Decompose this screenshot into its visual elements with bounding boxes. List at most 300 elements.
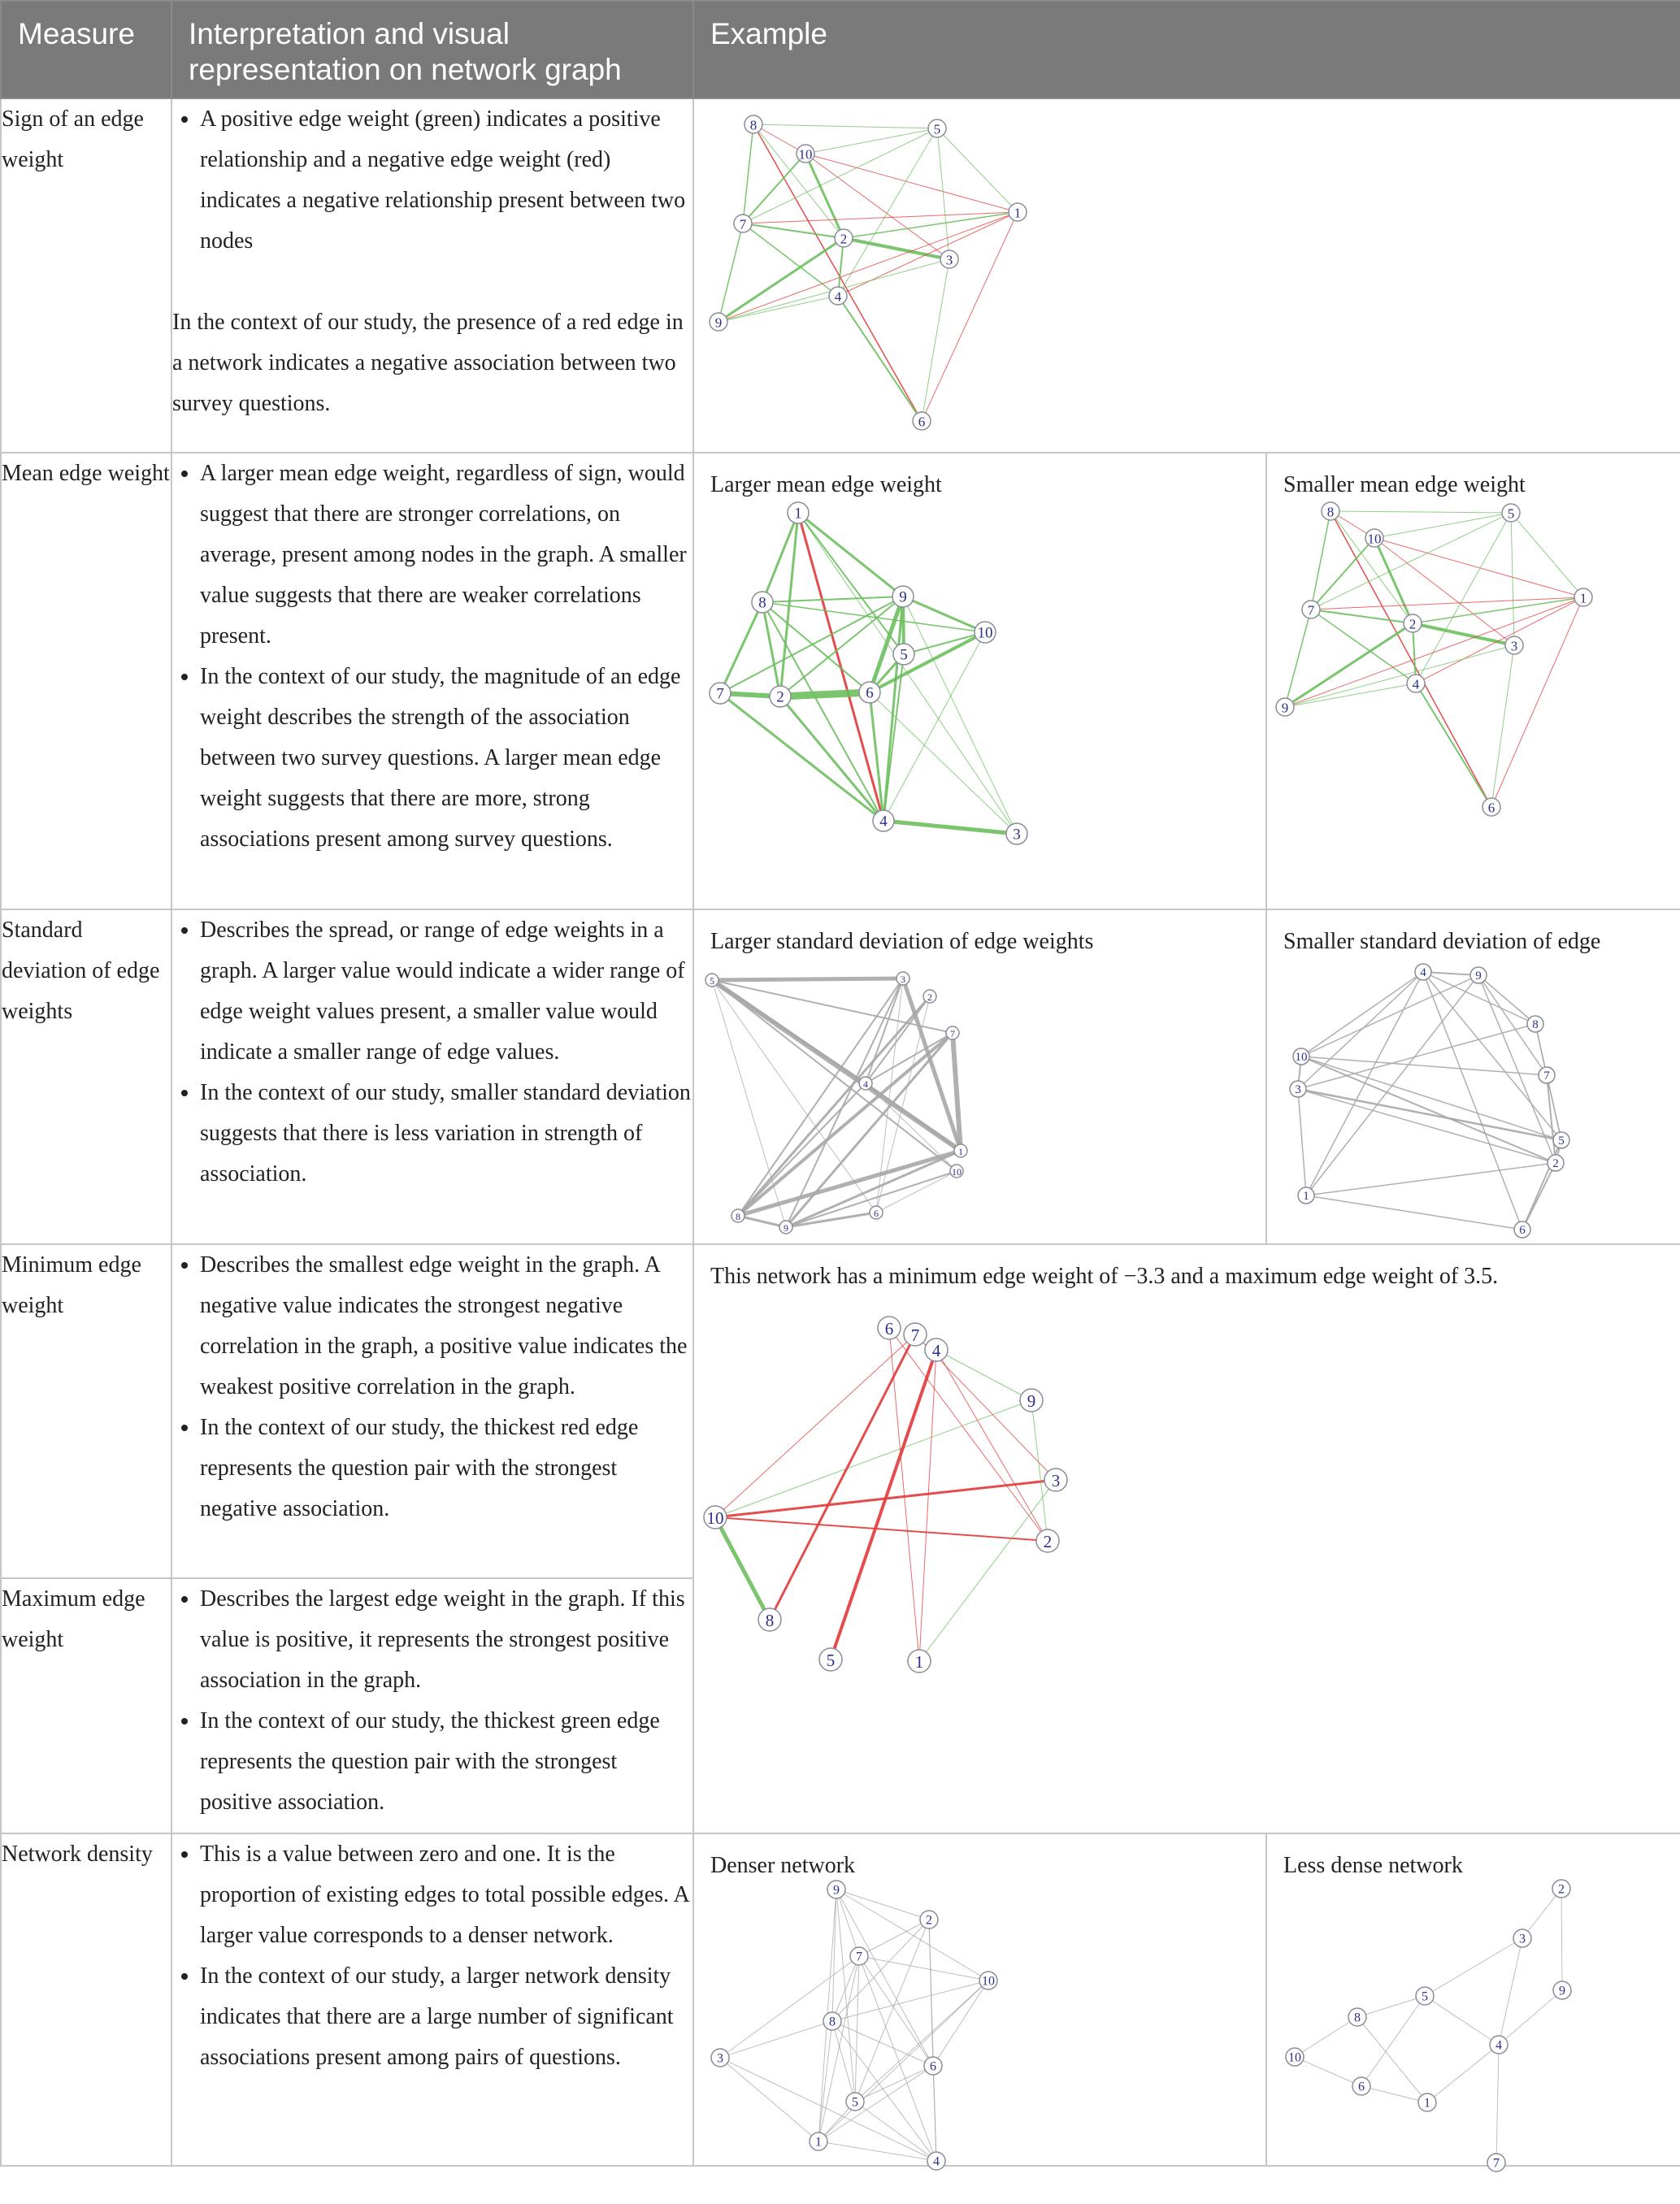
network-edge — [743, 154, 805, 223]
network-edge — [720, 602, 762, 693]
node-label: 7 — [1493, 2156, 1500, 2171]
row-mean — [1, 453, 1680, 909]
network-node — [1365, 529, 1383, 547]
network-edge — [762, 602, 780, 696]
network-node — [788, 502, 809, 523]
network-edge — [786, 1213, 876, 1227]
node-label: 1 — [1579, 590, 1587, 606]
measure-max: Maximum edge weight — [1, 1578, 171, 1833]
header-measure: Measure — [1, 1, 171, 98]
network-node — [1298, 1187, 1314, 1204]
header-example: Example — [693, 1, 1680, 98]
network-node — [1302, 601, 1320, 618]
network-edge — [1306, 1195, 1522, 1230]
network-edge — [838, 128, 937, 296]
network-node — [810, 2132, 827, 2150]
example-mean-small — [1266, 453, 1680, 909]
network-edge — [832, 1981, 988, 2021]
example-minmax — [693, 1244, 1680, 1833]
network-node — [979, 1972, 997, 1989]
network-edge — [1427, 2045, 1499, 2102]
network-node — [859, 1077, 872, 1090]
network-edge — [1295, 2057, 1361, 2086]
node-label: 10 — [798, 146, 813, 163]
network-edge — [1511, 513, 1583, 597]
interp-density — [171, 1833, 693, 2166]
network-node — [823, 2012, 841, 2030]
network-node — [1286, 2048, 1304, 2066]
network-node — [1009, 203, 1027, 221]
node-label: 6 — [874, 1208, 879, 1219]
network-node — [1505, 636, 1523, 654]
node-label: 2 — [926, 1913, 932, 1928]
network-edge — [1301, 972, 1423, 1056]
node-label: 7 — [1543, 1069, 1550, 1082]
caption-mean-small: Smaller mean edge weight — [1283, 472, 1526, 497]
network-edge — [883, 821, 1017, 834]
network-edge — [832, 1920, 929, 2021]
network-edge — [855, 2066, 933, 2102]
node-label: 10 — [706, 1508, 724, 1528]
network-node — [1407, 675, 1425, 692]
network-node — [758, 1608, 781, 1631]
bullet: • In the context of our study, the thickest red edge represents the question pair with the strongest negative association. — [200, 1408, 692, 1529]
caption-mean-large: Larger mean edge weight — [710, 472, 942, 497]
interp-min — [171, 1244, 693, 1578]
network-edge — [1311, 511, 1331, 610]
network-node — [904, 1323, 927, 1346]
network-node — [752, 592, 773, 613]
network-node — [846, 2093, 864, 2111]
node-label: 7 — [950, 1028, 955, 1039]
interp-sd — [171, 909, 693, 1244]
node-label: 9 — [714, 315, 723, 331]
node-label: 6 — [1519, 1224, 1526, 1237]
network-node — [710, 683, 731, 704]
measure-sign: Sign of an edge weight — [1, 98, 171, 453]
node-label: 7 — [910, 1325, 920, 1345]
example-sparse — [1266, 1833, 1680, 2171]
node-label: 3 — [1013, 826, 1021, 844]
node-label: 2 — [1409, 616, 1417, 632]
network-node — [819, 1648, 842, 1671]
network-node — [878, 1317, 901, 1339]
network-node — [1415, 964, 1431, 980]
network-edge — [753, 124, 922, 421]
bullet: • Describes the largest edge weight in the graph. If this value is positive, it represents the strongest positive association in the graph. — [200, 1579, 692, 1701]
node-label: 4 — [1420, 966, 1426, 979]
network-node — [1482, 798, 1500, 816]
network-node — [705, 974, 718, 987]
network-node — [1513, 1929, 1531, 1947]
network-edge — [855, 1920, 929, 2102]
node-label: 8 — [736, 1211, 740, 1222]
node-label: 2 — [776, 688, 784, 706]
interp-mean — [171, 453, 693, 909]
network-node — [940, 250, 958, 268]
node-label: 2 — [840, 231, 848, 247]
network-edge — [1285, 597, 1583, 707]
measure-density: Network density — [1, 1833, 171, 2166]
bullet: • In the context of our study, a larger network density indicates that there are a large number of significant associations present among pairs of questions. — [200, 1956, 692, 2078]
node-label: 4 — [879, 813, 888, 831]
node-label: 6 — [1358, 2080, 1365, 2094]
node-label: 4 — [834, 289, 842, 305]
network-edge — [1374, 538, 1583, 597]
network-edge — [1491, 645, 1514, 807]
network-node — [1290, 1081, 1306, 1097]
network-node — [927, 2152, 945, 2170]
node-label: 9 — [833, 1883, 840, 1898]
network-node — [908, 1650, 931, 1673]
node-label: 5 — [1422, 1989, 1428, 2004]
node-label: 9 — [784, 1222, 788, 1234]
network-node — [870, 1206, 883, 1219]
node-label: 5 — [933, 121, 941, 137]
network-edge — [1361, 1996, 1425, 2086]
network-node — [1020, 1389, 1043, 1412]
node-label: 10 — [1288, 2050, 1301, 2065]
network-edge — [805, 154, 1018, 212]
network-node — [1574, 588, 1592, 606]
network-edge — [720, 2058, 936, 2161]
interp-max — [171, 1578, 693, 1833]
node-label: 5 — [710, 975, 714, 987]
paragraph: In the context of our study, the presence of a red edge in a network indicates a negative association between two survey questions. — [172, 310, 684, 416]
network-edge — [832, 1889, 836, 2021]
node-label: 8 — [765, 1611, 775, 1630]
network-edge — [715, 1517, 770, 1620]
network-edge — [780, 692, 870, 696]
bullet: • Describes the spread, or range of edge weights in a graph. A larger value would indicate a wider range of edge weight values present, a smaller value would indicate a smaller range of edge values. — [200, 910, 692, 1073]
node-label: 2 — [1043, 1532, 1053, 1551]
caption-sd-large: Larger standard deviation of edge weights — [710, 929, 1094, 954]
node-label: 1 — [815, 2135, 822, 2150]
caption-sd-small: Smaller standard deviation of edge — [1283, 929, 1601, 954]
measure-min: Minimum edge weight — [1, 1244, 171, 1578]
interp-sign — [171, 98, 693, 453]
network-edge — [712, 978, 903, 980]
node-label: 10 — [1295, 1051, 1308, 1064]
network-node — [731, 1209, 744, 1222]
bullet: • A positive edge weight (green) indicates a positive relationship and a negative edge weight (red) indicates a negative relationship present between two nodes — [200, 99, 692, 262]
node-label: 8 — [749, 117, 758, 133]
network-edge — [720, 2021, 832, 2058]
network-node — [1527, 1016, 1543, 1032]
network-node — [797, 145, 814, 163]
node-label: 7 — [716, 685, 724, 703]
network-edge — [818, 2141, 936, 2161]
node-label: 7 — [1307, 602, 1315, 618]
node-label: 3 — [1510, 638, 1518, 654]
node-label: 1 — [958, 1146, 963, 1157]
network-edge — [1331, 511, 1491, 807]
example-mean-large — [693, 453, 1266, 909]
network-edge — [720, 2058, 818, 2141]
node-label: 10 — [952, 1166, 962, 1178]
node-label: 5 — [826, 1651, 836, 1670]
network-node — [950, 1165, 963, 1178]
node-label: 5 — [900, 646, 908, 664]
network-minmax — [694, 1245, 1680, 1834]
network-edge — [1499, 1990, 1562, 2045]
network-node — [923, 990, 936, 1003]
network-edge — [818, 2066, 933, 2141]
node-label: 4 — [863, 1078, 868, 1090]
network-mean-large — [694, 453, 1267, 910]
network-edge — [715, 1334, 915, 1517]
network-edge — [919, 1480, 1056, 1661]
header-interpretation: Interpretation and visual representation on network graph — [171, 1, 693, 98]
network-edge — [1311, 610, 1413, 623]
network-node — [1514, 1221, 1530, 1238]
network-node — [924, 2057, 942, 2075]
node-label: 3 — [1051, 1471, 1061, 1490]
network-edge — [1298, 1089, 1306, 1195]
node-label: 3 — [1295, 1083, 1301, 1096]
network-node — [1539, 1067, 1555, 1083]
network-edge — [866, 1033, 953, 1083]
node-label: 8 — [829, 2015, 836, 2029]
network-edge — [889, 1328, 1048, 1541]
network-node — [975, 622, 996, 643]
node-label: 9 — [1281, 700, 1289, 716]
node-label: 9 — [899, 588, 907, 606]
node-label: 4 — [933, 2154, 940, 2169]
network-edge — [720, 693, 883, 821]
network-edge — [762, 602, 883, 821]
row-sd — [1, 909, 1680, 1244]
bullet: • Describes the smallest edge weight in the graph. A negative value indicates the strongest negative correlation in the graph, a positive value indicates the weakest positive correlation in the graph. — [200, 1245, 692, 1408]
network-node — [873, 810, 894, 831]
network-node — [1553, 1981, 1571, 1999]
network-node — [1348, 2008, 1366, 2026]
network-edge — [922, 259, 949, 421]
node-label: 4 — [1496, 2038, 1502, 2053]
node-label: 7 — [856, 1950, 862, 1964]
header-row — [1, 1, 1680, 98]
network-sd-small — [1267, 910, 1680, 1245]
row-sign — [1, 98, 1680, 453]
network-edge — [838, 296, 922, 421]
network-edge — [1496, 2045, 1499, 2163]
node-label: 1 — [914, 1652, 924, 1672]
node-label: 2 — [927, 991, 932, 1003]
network-edge — [1361, 2086, 1427, 2102]
node-label: 2 — [1552, 1157, 1559, 1170]
network-edge — [738, 996, 930, 1216]
bullet: • This is a value between zero and one. It is the proportion of existing edges to total possible edges. A larger value corresponds to a denser network. — [200, 1834, 692, 1956]
network-edge — [1511, 513, 1514, 645]
network-edge — [1301, 975, 1478, 1056]
network-node — [1552, 1880, 1570, 1898]
node-label: 8 — [1354, 2011, 1361, 2025]
network-edge — [859, 1920, 929, 1956]
example-dense — [693, 1833, 1266, 2169]
network-edge — [780, 696, 883, 821]
network-edge — [1311, 513, 1511, 610]
network-edge — [870, 692, 883, 821]
network-edge — [712, 980, 876, 1213]
network-node — [892, 586, 914, 607]
network-edge — [1306, 1163, 1556, 1195]
node-label: 7 — [739, 216, 747, 232]
node-label: 3 — [717, 2051, 723, 2066]
node-label: 1 — [1424, 2096, 1430, 2111]
network-node — [1487, 2154, 1505, 2171]
node-label: 10 — [1367, 531, 1382, 547]
node-label: 9 — [1027, 1391, 1036, 1411]
network-edge — [1561, 1889, 1562, 1990]
network-node — [744, 115, 762, 133]
row-min — [1, 1244, 1680, 1578]
node-label: 10 — [982, 1974, 995, 1989]
bullet: • In the context of our study, smaller standard deviation suggests that there is less variation in strength of association. — [200, 1073, 692, 1195]
network-edge — [1357, 1996, 1425, 2017]
node-label: 8 — [1326, 504, 1335, 520]
network-dense — [694, 1834, 1267, 2167]
node-label: 6 — [866, 684, 874, 702]
network-node — [1322, 502, 1339, 520]
node-label: 8 — [758, 594, 766, 612]
network-node — [946, 1026, 959, 1039]
row-density — [1, 1833, 1680, 2166]
network-node — [954, 1144, 967, 1157]
node-label: 9 — [1475, 970, 1482, 983]
network-node — [1006, 823, 1027, 844]
network-edge — [1547, 1075, 1556, 1163]
node-label: 9 — [1559, 1984, 1565, 1998]
network-node — [859, 682, 880, 703]
network-node — [770, 686, 791, 707]
network-edge — [715, 1517, 1048, 1541]
network-node — [1036, 1529, 1059, 1552]
example-sign — [693, 98, 1680, 453]
network-edge — [743, 223, 838, 296]
network-edge — [876, 1171, 957, 1213]
network-edge — [1425, 1996, 1499, 2045]
node-label: 10 — [977, 624, 993, 642]
network-edge — [903, 597, 1017, 834]
network-node — [710, 313, 727, 331]
node-label: 6 — [1487, 800, 1496, 816]
network-node — [1490, 2036, 1508, 2054]
network-edge — [844, 238, 949, 259]
network-node — [850, 1947, 868, 1965]
network-node — [1044, 1469, 1067, 1491]
bullet: • In the context of our study, the thickest green edge represents the question pair with the strongest positive association. — [200, 1701, 692, 1823]
network-edge — [1491, 597, 1583, 807]
network-edge — [1298, 1089, 1561, 1140]
network-sign — [694, 99, 1680, 453]
network-node — [704, 1506, 727, 1529]
measure-mean: Mean edge weight — [1, 453, 171, 909]
network-edge — [718, 238, 844, 322]
network-node — [711, 2049, 729, 2067]
network-node — [893, 644, 914, 665]
network-edge — [805, 128, 937, 154]
network-edge — [712, 980, 786, 1227]
node-label: 3 — [945, 252, 953, 268]
node-label: 2 — [1558, 1882, 1565, 1897]
caption-minmax: This network has a minimum edge weight of −3.3 and a maximum edge weight of 3.5. — [710, 1264, 1499, 1289]
node-label: 1 — [1303, 1190, 1309, 1203]
network-edge — [1285, 645, 1514, 707]
caption-dense: Denser network — [710, 1853, 856, 1878]
network-edge — [1413, 623, 1514, 645]
network-edge — [1416, 513, 1511, 683]
node-label: 4 — [1412, 676, 1420, 692]
network-edge — [903, 978, 961, 1151]
bullet: • In the context of our study, the magnitude of an edge weight describes the strength of the association between two survey questions. A larger mean edge weight suggests that there are more, strong associations present among survey questions. — [200, 657, 692, 860]
network-node — [1416, 1987, 1434, 2005]
node-label: 4 — [931, 1341, 941, 1360]
network-edge — [855, 1956, 859, 2102]
network-edge — [1295, 2017, 1357, 2057]
node-label: 5 — [1558, 1135, 1565, 1148]
network-edge — [1331, 511, 1511, 513]
network-edge — [859, 1956, 936, 2161]
network-edge — [1423, 972, 1561, 1140]
network-edge — [743, 128, 937, 223]
network-edge — [870, 692, 1017, 834]
node-label: 5 — [852, 2095, 858, 2110]
network-edge — [753, 124, 937, 128]
node-label: 1 — [1014, 205, 1022, 221]
network-edge — [904, 632, 985, 654]
network-edge — [738, 1216, 786, 1227]
network-node — [835, 229, 853, 247]
measure-sd: Standard deviation of edge weights — [1, 909, 171, 1244]
network-node — [925, 1338, 948, 1361]
network-edge — [859, 1956, 988, 1981]
network-edge — [1311, 610, 1416, 683]
caption-sparse: Less dense network — [1283, 1853, 1463, 1878]
network-edge — [743, 124, 753, 223]
network-node — [913, 412, 931, 430]
network-edge — [1499, 1938, 1522, 2045]
network-edge — [798, 513, 883, 821]
network-node — [896, 972, 909, 985]
node-label: 3 — [901, 974, 905, 985]
network-edge — [937, 128, 1018, 212]
network-mean-small — [1267, 453, 1680, 910]
network-node — [1418, 2093, 1436, 2111]
network-node — [1404, 614, 1422, 632]
network-node — [734, 215, 752, 232]
network-sparse — [1267, 1834, 1680, 2171]
network-edge — [718, 212, 1018, 322]
node-label: 6 — [918, 414, 926, 430]
network-node — [1470, 967, 1487, 983]
network-node — [1293, 1048, 1309, 1065]
network-node — [779, 1221, 792, 1234]
network-node — [1352, 2077, 1370, 2095]
network-edge — [1374, 538, 1413, 623]
network-edge — [1522, 1163, 1556, 1230]
node-label: 6 — [930, 2059, 936, 2074]
network-node — [1548, 1155, 1564, 1171]
network-node — [920, 1911, 938, 1928]
network-sd-large — [694, 910, 1267, 1245]
network-node — [1276, 698, 1294, 716]
example-sd-large — [693, 909, 1266, 1244]
network-node — [1553, 1132, 1569, 1148]
network-edge — [743, 223, 844, 238]
bullet: • A larger mean edge weight, regardless of sign, would suggest that there are stronger correlations, on average, present among nodes in the graph. A smaller value suggests that there are weaker correlations present. — [200, 453, 692, 657]
node-label: 8 — [1532, 1018, 1539, 1031]
network-node — [829, 287, 847, 305]
